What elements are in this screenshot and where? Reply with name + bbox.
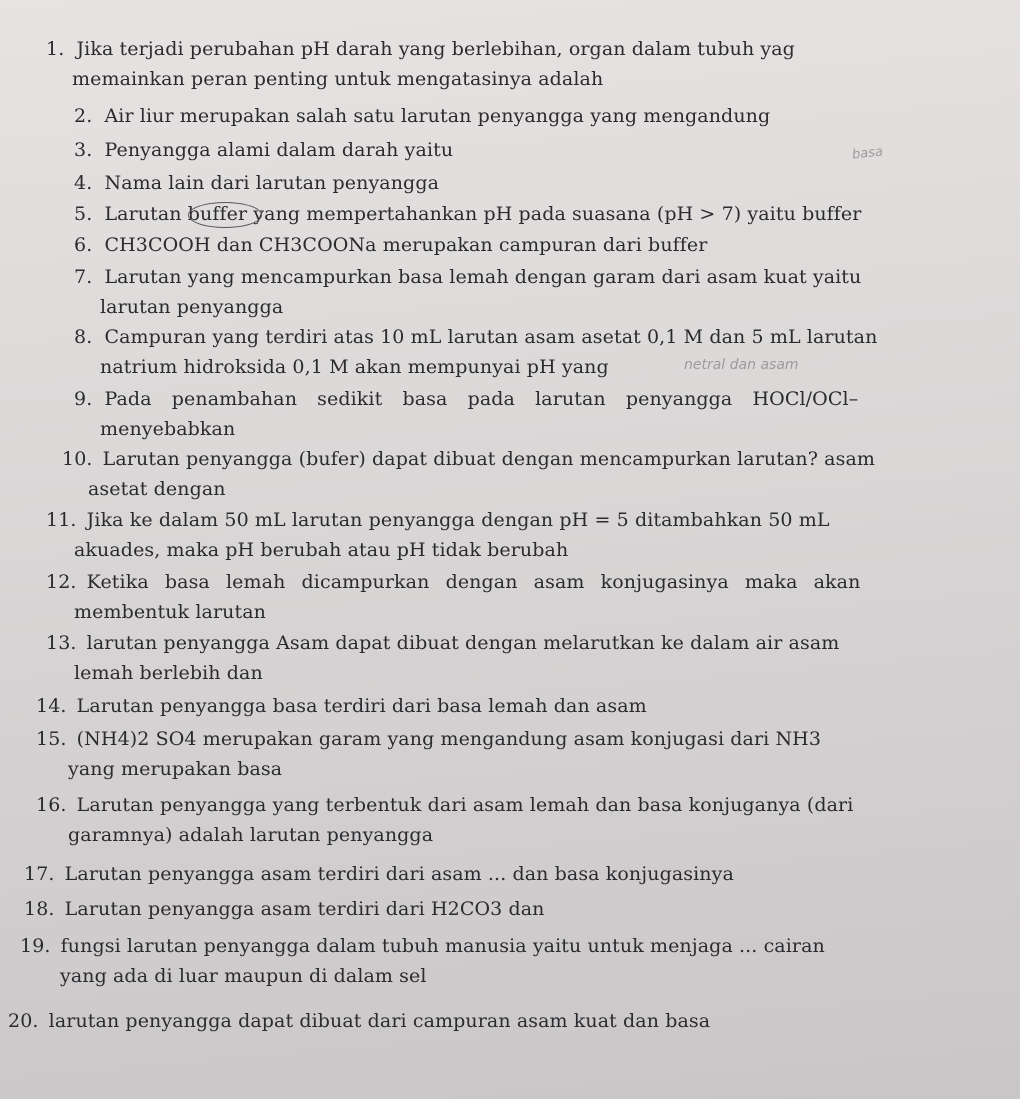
question-number: 15. <box>36 728 67 750</box>
question-number: 3. <box>74 139 93 161</box>
question-text: Larutan penyangga asam terdiri dari asam ... dan basa konjugasinya <box>64 863 734 885</box>
question-text: larutan penyangga dapat dibuat dari campuran asam kuat dan basa <box>48 1010 711 1032</box>
question-text: Air liur merupakan salah satu larutan penyangga yang mengandung <box>104 105 771 127</box>
question-2 <box>74 101 770 131</box>
question-text: CH3COOH dan CH3COONa merupakan campuran dari buffer <box>104 234 708 256</box>
question-number: 13. <box>46 632 77 654</box>
question-17 <box>24 859 734 889</box>
question-number: 10. <box>62 448 93 470</box>
question-number: 20. <box>8 1010 39 1032</box>
question-text: Larutan buffer yang mempertahankan pH pada suasana (pH > 7) yaitu buffer <box>104 203 862 225</box>
question-text-continued: akuades, maka pH berubah atau pH tidak berubah <box>74 539 569 561</box>
question-number: 2. <box>74 105 93 127</box>
question-text-continued: yang ada di luar maupun di dalam sel <box>60 965 427 987</box>
question-11 <box>46 505 830 565</box>
question-text-continued: memainkan peran penting untuk mengatasinya adalah <box>72 68 604 90</box>
question-number: 18. <box>24 898 55 920</box>
question-13 <box>46 628 839 688</box>
question-text-continued: asetat dengan <box>88 478 226 500</box>
question-text: Larutan penyangga yang terbentuk dari asam lemah dan basa konjuganya (dari <box>76 794 854 816</box>
question-number: 19. <box>20 935 51 957</box>
question-text-continued: larutan penyangga <box>100 296 284 318</box>
question-number: 14. <box>36 695 67 717</box>
question-number: 11. <box>46 509 77 531</box>
question-text-continued: garamnya) adalah larutan penyangga <box>68 824 434 846</box>
question-number: 1. <box>46 38 65 60</box>
question-20 <box>8 1006 710 1036</box>
question-text: Jika ke dalam 50 mL larutan penyangga dengan pH = 5 ditambahkan 50 mL <box>86 509 830 531</box>
question-text: Pada penambahan sedikit basa pada larutan penyangga HOCl/OCl– <box>104 388 859 410</box>
question-number: 8. <box>74 326 93 348</box>
question-text: Campuran yang terdiri atas 10 mL larutan asam asetat 0,1 M dan 5 mL larutan <box>104 326 878 348</box>
question-text: Larutan yang mencampurkan basa lemah dengan garam dari asam kuat yaitu <box>104 266 862 288</box>
question-7 <box>74 262 861 322</box>
question-number: 7. <box>74 266 93 288</box>
question-text: Larutan penyangga asam terdiri dari H2CO3 dan <box>64 898 545 920</box>
question-number: 5. <box>74 203 93 225</box>
question-number: 12. <box>46 571 77 593</box>
question-text: Larutan penyangga basa terdiri dari basa lemah dan asam <box>76 695 647 717</box>
question-number: 16. <box>36 794 67 816</box>
question-3 <box>74 135 453 165</box>
question-text: Jika terjadi perubahan pH darah yang berlebihan, organ dalam tubuh yag <box>76 38 795 60</box>
question-number: 9. <box>74 388 93 410</box>
question-text: Larutan penyangga (bufer) dapat dibuat dengan mencampurkan larutan? asam <box>102 448 875 470</box>
question-text-continued: membentuk larutan <box>74 601 266 623</box>
question-12 <box>46 567 860 627</box>
question-text-continued: natrium hidroksida 0,1 M akan mempunyai pH yang <box>100 356 609 378</box>
question-number: 6. <box>74 234 93 256</box>
question-text-continued: menyebabkan <box>100 418 236 440</box>
handwritten-note-netral-dan-asam: netral dan asam <box>684 357 799 373</box>
question-text: Nama lain dari larutan penyangga <box>104 172 440 194</box>
question-14 <box>36 691 647 721</box>
question-number: 17. <box>24 863 55 885</box>
question-19 <box>20 931 825 991</box>
question-6 <box>74 230 707 260</box>
question-text: fungsi larutan penyangga dalam tubuh manusia yaitu untuk menjaga ... cairan <box>60 935 825 957</box>
question-text: Penyangga alami dalam darah yaitu <box>104 139 454 161</box>
question-text-continued: yang merupakan basa <box>68 758 283 780</box>
pen-circle-mark <box>188 202 262 228</box>
question-16 <box>36 790 853 850</box>
question-4 <box>74 168 439 198</box>
question-15 <box>36 724 821 784</box>
question-18 <box>24 894 545 924</box>
question-text-continued: lemah berlebih dan <box>74 662 263 684</box>
handwritten-note-basa: basa <box>851 144 884 163</box>
question-1 <box>46 34 795 94</box>
question-number: 4. <box>74 172 93 194</box>
question-text: (NH4)2 SO4 merupakan garam yang mengandung asam konjugasi dari NH3 <box>76 728 822 750</box>
question-10 <box>62 444 875 504</box>
question-text: Ketika basa lemah dicampurkan dengan asam konjugasinya maka akan <box>86 571 861 593</box>
question-8 <box>74 322 877 382</box>
question-9 <box>74 384 858 444</box>
question-text: larutan penyangga Asam dapat dibuat dengan melarutkan ke dalam air asam <box>86 632 840 654</box>
